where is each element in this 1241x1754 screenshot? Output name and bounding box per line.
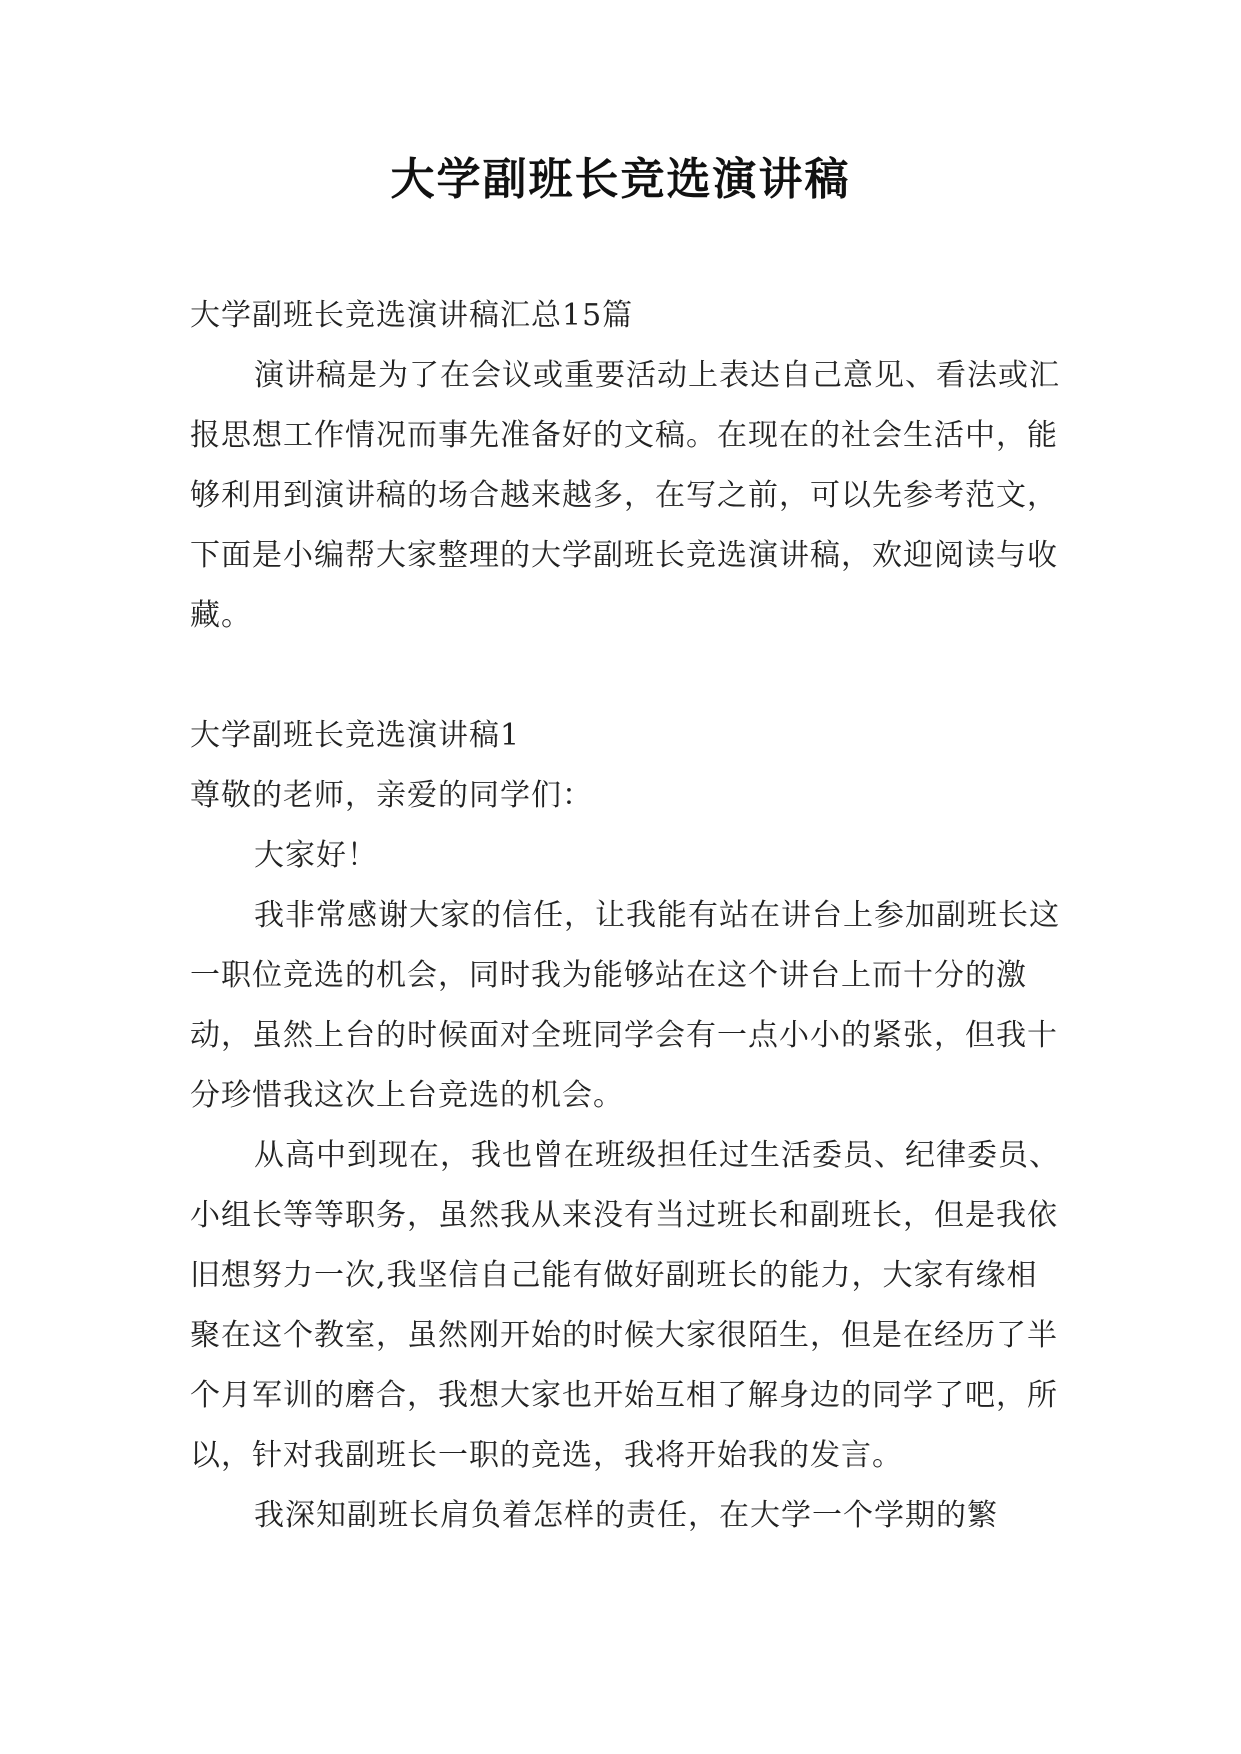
section-spacer	[190, 646, 1060, 706]
body-paragraph: 从高中到现在，我也曾在班级担任过生活委员、纪律委员、小组长等等职务，虽然我从来没有当过班长和副班长，但是我依旧想努力一次,我坚信自己能有做好副班长的能力，大家有缘相聚在这个教室，虽然刚开始的时候大家很陌生，但是在经历了半个月军训的磨合，我想大家也开始互相了解身边的同学了吧，所以，针对我副班长一职的竞选，我将开始我的发言。	[190, 1138, 1060, 1473]
document-subtitle: 大学副班长竞选演讲稿汇总15篇	[190, 298, 634, 333]
body-paragraph: 我深知副班长肩负着怎样的责任，在大学一个学期的繁	[254, 1498, 998, 1533]
intro-paragraph: 演讲稿是为了在会议或重要活动上表达自己意见、看法或汇报思想工作情况而事先准备好的文稿。在现在的社会生活中，能够利用到演讲稿的场合越来越多，在写之前，可以先参考范文，下面是小编帮大家整理的大学副班长竞选演讲稿，欢迎阅读与收藏。	[190, 358, 1060, 633]
document-body	[190, 286, 1060, 1546]
page-title: 大学副班长竞选演讲稿	[390, 154, 851, 205]
body-paragraph: 我非常感谢大家的信任，让我能有站在讲台上参加副班长这一职位竞选的机会，同时我为能够站在这个讲台上而十分的激动，虽然上台的时候面对全班同学会有一点小小的紧张，但我十分珍惜我这次上台竞选的机会。	[190, 898, 1060, 1113]
section-heading: 大学副班长竞选演讲稿1	[190, 718, 521, 753]
salutation: 尊敬的老师，亲爱的同学们：	[190, 778, 593, 813]
greeting: 大家好！	[254, 838, 378, 873]
